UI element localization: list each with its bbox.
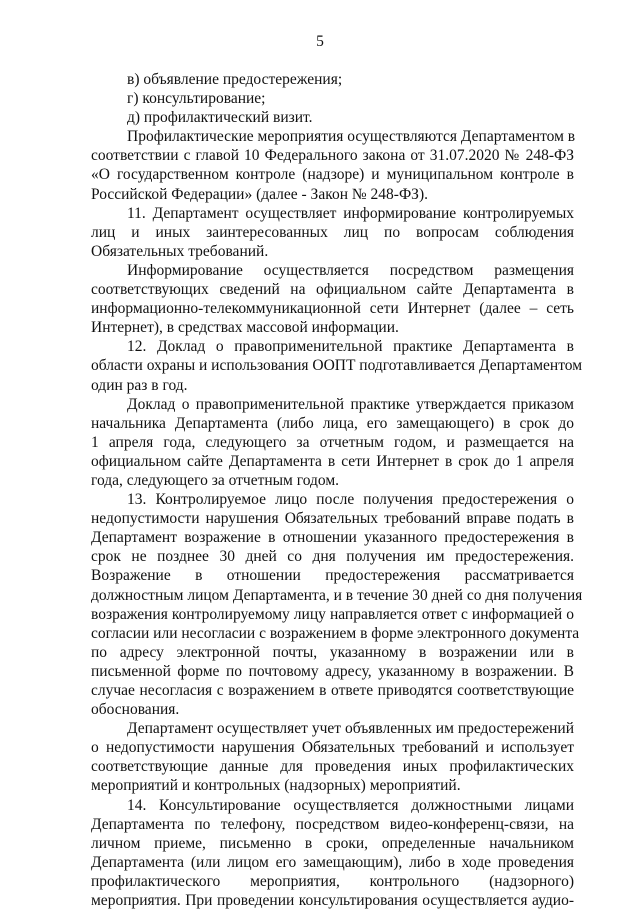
text-line: Интернет), в средствах массовой информации. [91, 319, 399, 337]
text-line: обоснования. [91, 701, 180, 719]
text-line: года, следующего за отчетным годом. [91, 471, 340, 489]
text-line: Возражение в отношении предостережения рассматривается [91, 567, 574, 585]
text-line: официальном сайте Департамента в сети Интернет в срок до 1 апреля [91, 452, 574, 470]
text-line: Доклад о правоприменительной практике утверждается приказом [127, 395, 574, 413]
text-line: один раз в год. [91, 376, 188, 394]
text-line: мероприятий и контрольных (надзорных) мероприятий. [91, 777, 461, 795]
text-line: Обязательных требований. [91, 242, 269, 260]
text-line: соответствующие данные для проведения иных профилактических [91, 758, 574, 776]
text-line: по адресу электронной почты, указанному в возражении или в [91, 643, 574, 661]
text-line: в) объявление предостережения; [127, 71, 343, 88]
text-line: Департамент возражение в отношении указанного предостережения в [91, 529, 574, 547]
text-line: 1 апреля года, следующего за отчетным годом, и размещается на [91, 433, 574, 451]
text-line: мероприятия. При проведении консультирования осуществляется аудио- [91, 892, 574, 910]
text-line: о недопустимости нарушения Обязательных требований и использует [91, 739, 574, 757]
text-line: области охраны и использования ООПТ подготавливается Департаментом [91, 357, 583, 375]
text-line: Информирование осуществляется посредством размещения [127, 261, 574, 279]
text-line: Департамент осуществляет учет объявленных им предостережений [127, 720, 574, 738]
text-line: 11. Департамент осуществляет информирование контролируемых [127, 204, 574, 222]
text-line: возражения контролируемому лицу направляется ответ с информацией о [91, 605, 574, 623]
text-line: г) консультирование; [127, 90, 266, 108]
text-line: Департамента (или лицом его замещающим), либо в ходе проведения [91, 853, 574, 871]
text-line: «О государственном контроле (надзоре) и муниципальном контроле в [91, 166, 574, 184]
text-line: Департамента по телефону, посредством видео-конференц-связи, на [91, 815, 574, 833]
text-line: личном приеме, письменно в сроки, определенные начальником [91, 834, 574, 852]
text-line: согласии или несогласии с возражением в форме электронного документа [91, 624, 580, 642]
text-line: срок не позднее 30 дней со дня получения им предостережения. [91, 548, 574, 566]
text-line: д) профилактический визит. [127, 109, 313, 127]
text-line: начальника Департамента (либо лица, его замещающего) в срок до [91, 414, 574, 432]
text-line: Профилактические мероприятия осуществляются Департаментом в [127, 128, 576, 146]
page-number: 5 [316, 33, 324, 50]
text-line: должностным лицом Департамента, и в течение 30 дней со дня получения [91, 586, 583, 604]
text-line: профилактического мероприятия, контрольного (надзорного) [91, 872, 574, 890]
text-line: 13. Контролируемое лицо после получения предостережения о [127, 491, 574, 509]
text-line: 14. Консультирование осуществляется должностными лицами [127, 796, 574, 814]
text-line: лиц и иных заинтересованных лиц по вопросам соблюдения [91, 223, 574, 241]
text-line: Российской Федерации» (далее - Закон № 248-ФЗ). [91, 185, 428, 203]
text-line: недопустимости нарушения Обязательных требований вправе подать в [91, 510, 574, 528]
text-line: информационно-телекоммуникационной сети Интернет (далее – сеть [91, 300, 574, 318]
text-line: 12. Доклад о правоприменительной практике Департамента в [127, 338, 574, 356]
text-line: соответствующих сведений на официальном сайте Департамента в [91, 281, 574, 299]
text-line: соответствии с главой 10 Федерального закона от 31.07.2020 № 248-ФЗ [91, 147, 574, 165]
text-line: письменной форме по почтовому адресу, указанному в возражении. В [91, 662, 574, 680]
text-line: случае несогласия с возражением в ответе приводятся соответствующие [91, 682, 574, 699]
body-text [91, 70, 583, 910]
